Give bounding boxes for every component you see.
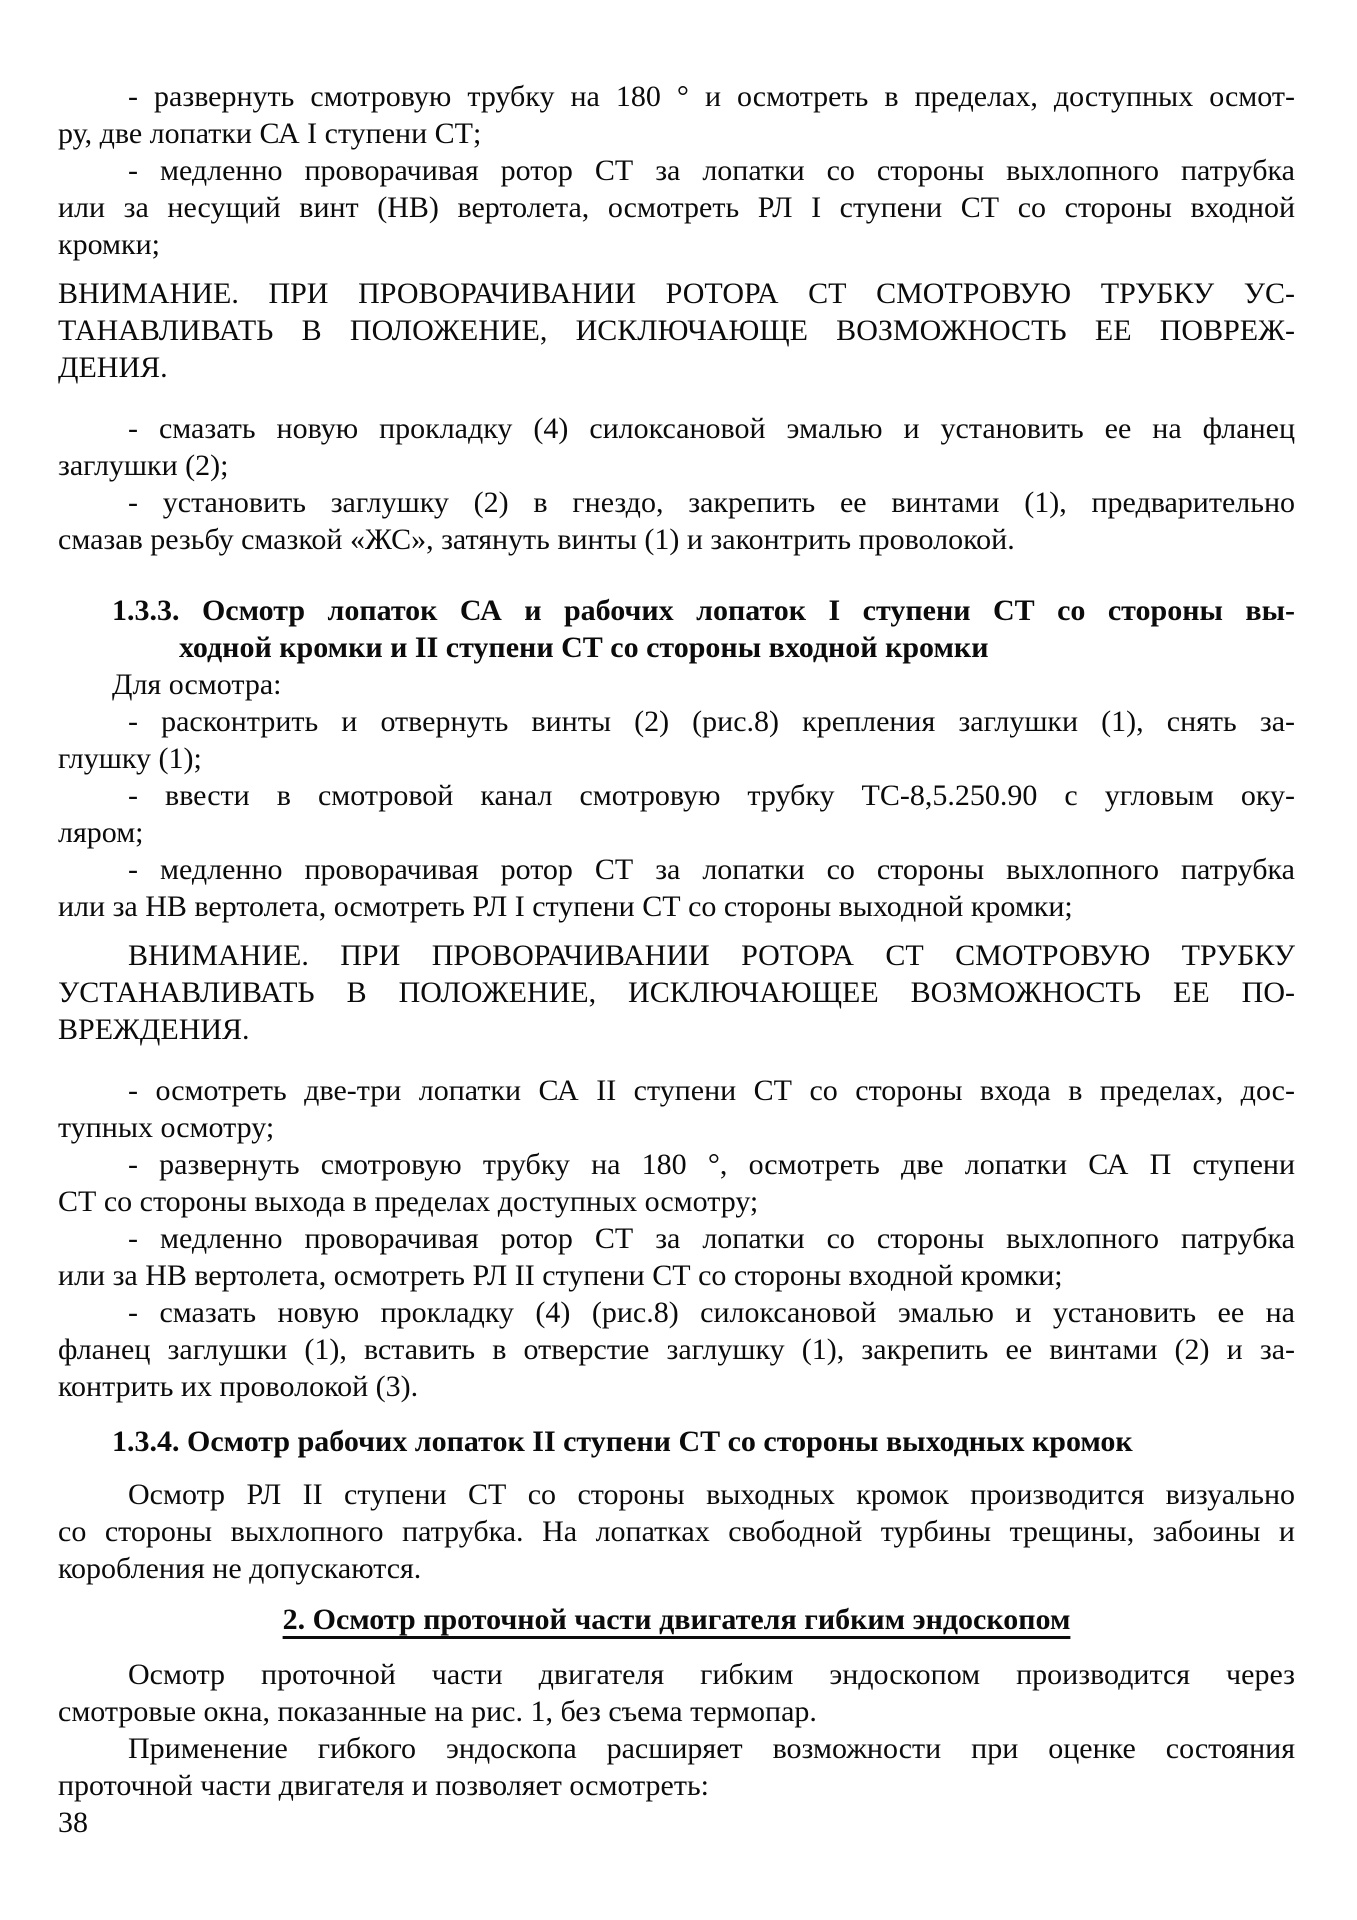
para-endoscope-inspection — [58, 1656, 1295, 1730]
text-line: - осмотреть две-три лопатки СА II ступени СТ со стороны входа в пределах, дос- — [128, 1074, 1295, 1107]
text-line: ходной кромки и II ступени СТ со стороны входной кромки — [179, 631, 989, 664]
para-inspect-two-three — [58, 1072, 1295, 1146]
para-endoscope-benefits — [58, 1730, 1295, 1804]
text-line: 2. Осмотр проточной части двигателя гибким эндоскопом — [282, 1603, 1071, 1636]
text-line: ВНИМАНИЕ. ПРИ ПРОВОРАЧИВАНИИ РОТОРА СТ СМОТРОВУЮ ТРУБКУ УС- — [58, 277, 1295, 310]
text-line: тупных осмотру; — [58, 1111, 275, 1144]
text-line: смотровые окна, показанные на рис. 1, без съема термопар. — [58, 1695, 817, 1728]
text-line: - смазать новую прокладку (4) силоксановой эмалью и установить ее на фланец — [128, 412, 1295, 445]
para-rotate-rotor-3 — [58, 1220, 1295, 1294]
text-line: или за несущий винт (НВ) вертолета, осмотреть РЛ I ступени СТ со стороны входной — [58, 191, 1295, 224]
text-line: контрить их проволокой (3). — [58, 1370, 419, 1403]
para-install-plug — [58, 484, 1295, 558]
warning-2 — [58, 937, 1295, 1048]
text-line: заглушки (2); — [58, 449, 229, 482]
text-line: УСТАНАВЛИВАТЬ В ПОЛОЖЕНИЕ, ИСКЛЮЧАЮЩЕЕ ВОЗМОЖНОСТЬ ЕЕ ПО- — [58, 976, 1295, 1009]
text-line: - смазать новую прокладку (4) (рис.8) силоксановой эмалью и установить ее на — [128, 1296, 1295, 1329]
para-visual-inspection — [58, 1476, 1295, 1587]
heading-2 — [58, 1601, 1295, 1638]
text-line: СТ со стороны выхода в пределах доступных осмотру; — [58, 1185, 759, 1218]
text-line: кромки; — [58, 228, 160, 261]
para-rotate-rotor-2 — [58, 851, 1295, 925]
text-line: со стороны выхлопного патрубка. На лопатках свободной турбины трещины, забоины и — [58, 1515, 1295, 1548]
text-line: или за НВ вертолета, осмотреть РЛ II ступени СТ со стороны входной кромки; — [58, 1259, 1063, 1292]
text-line: 1.3.3. Осмотр лопаток СА и рабочих лопаток I ступени СТ со стороны вы- — [112, 594, 1295, 627]
para-lubricate-gasket-2 — [58, 1294, 1295, 1405]
text-line: - развернуть смотровую трубку на 180 °, осмотреть две лопатки СА П ступени — [128, 1148, 1295, 1181]
text-line: ВНИМАНИЕ. ПРИ ПРОВОРАЧИВАНИИ РОТОРА СТ СМОТРОВУЮ ТРУБКУ — [128, 939, 1295, 972]
para-unfold-tube — [58, 78, 1295, 152]
text-line: - развернуть смотровую трубку на 180 ° и осмотреть в пределах, доступных осмот- — [128, 80, 1295, 113]
para-unlock-screws — [58, 703, 1295, 777]
text-line: ТАНАВЛИВАТЬ В ПОЛОЖЕНИЕ, ИСКЛЮЧАЮЩЕ ВОЗМОЖНОСТЬ ЕЕ ПОВРЕЖ- — [58, 314, 1295, 347]
text-line: Применение гибкого эндоскопа расширяет возможности при оценке состояния — [128, 1732, 1295, 1765]
para-unfold-tube-180 — [58, 1146, 1295, 1220]
text-line: Для осмотра: — [112, 668, 282, 701]
text-line: - ввести в смотровой канал смотровую трубку ТС-8,5.250.90 с угловым оку- — [128, 779, 1295, 812]
text-line: Осмотр РЛ II ступени СТ со стороны выходных кромок производится визуально — [128, 1478, 1295, 1511]
text-line: ляром; — [58, 816, 144, 849]
text-line: коробления не допускаются. — [58, 1552, 422, 1585]
heading-1-3-4 — [58, 1423, 1295, 1460]
text-line: - медленно проворачивая ротор СТ за лопатки со стороны выхлопного патрубка — [128, 154, 1295, 187]
heading-1-3-3 — [58, 592, 1295, 666]
text-line: фланец заглушки (1), вставить в отверстие заглушку (1), закрепить ее винтами (2) и за- — [58, 1333, 1295, 1366]
text-line: проточной части двигателя и позволяет осмотреть: — [58, 1769, 709, 1802]
text-line: или за НВ вертолета, осмотреть РЛ I ступени СТ со стороны выходной кромки; — [58, 890, 1073, 923]
text-line: - расконтрить и отвернуть винты (2) (рис.8) крепления заглушки (1), снять за- — [128, 705, 1295, 738]
text-line: глушку (1); — [58, 742, 202, 775]
text-line: 1.3.4. Осмотр рабочих лопаток II ступени СТ со стороны выходных кромок — [112, 1425, 1133, 1458]
para-for-inspection — [58, 666, 1295, 703]
text-line: ВРЕЖДЕНИЯ. — [58, 1013, 250, 1046]
text-line: - медленно проворачивая ротор СТ за лопатки со стороны выхлопного патрубка — [128, 853, 1295, 886]
text-line: ДЕНИЯ. — [58, 351, 168, 384]
para-rotate-rotor-1 — [58, 152, 1295, 263]
document-body — [58, 78, 1295, 1804]
text-line: ру, две лопатки СА I ступени СТ; — [58, 117, 482, 150]
text-line: смазав резьбу смазкой «ЖС», затянуть винты (1) и законтрить проволокой. — [58, 523, 1015, 556]
para-insert-tube — [58, 777, 1295, 851]
text-line: - медленно проворачивая ротор СТ за лопатки со стороны выхлопного патрубка — [128, 1222, 1295, 1255]
page-number: 38 — [58, 1806, 88, 1839]
warning-1 — [58, 275, 1295, 386]
text-line: Осмотр проточной части двигателя гибким эндоскопом производится через — [128, 1658, 1295, 1691]
para-lubricate-gasket — [58, 410, 1295, 484]
text-line: - установить заглушку (2) в гнездо, закрепить ее винтами (1), предварительно — [128, 486, 1295, 519]
